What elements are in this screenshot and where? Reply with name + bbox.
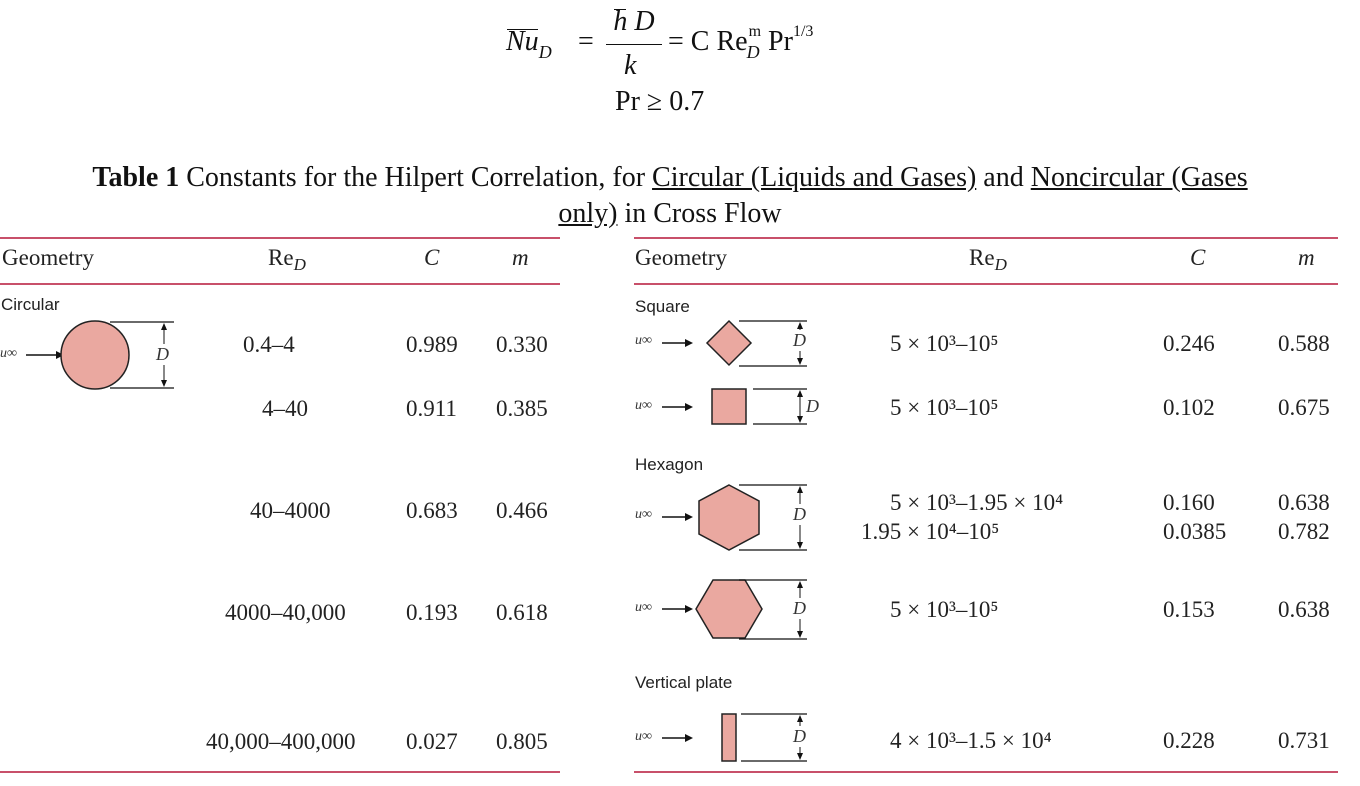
d-label: D: [793, 726, 806, 746]
left-header-c: C: [424, 245, 440, 270]
c-cell: 0.911: [406, 396, 457, 421]
group-label-square: Square: [635, 297, 690, 316]
m-cell: 0.731: [1278, 728, 1330, 753]
left-header-re: $Re_D$: [268, 245, 306, 274]
re-cell: 5 × 10³–10⁵: [890, 395, 999, 420]
m-cell: 0.588: [1278, 331, 1330, 356]
re-cell: 4 × 10³–1.5 × 10⁴: [890, 728, 1052, 753]
m-cell: 0.618: [496, 600, 548, 625]
equation-rhs: = C $Re_D^m$ $Pr^{1/3}$: [668, 23, 814, 62]
fraction-numerator: h D: [613, 6, 655, 37]
left-header-m: m: [512, 245, 529, 270]
c-cell: 0.228: [1163, 728, 1215, 753]
equation-condition: Pr ≥ 0.7: [615, 86, 705, 117]
u-inf-label: u∞: [635, 507, 652, 522]
left-header-rule: [0, 283, 560, 285]
left-header-geometry: Geometry: [2, 245, 94, 270]
square-flat-icon: [655, 386, 825, 430]
group-label-hexagon: Hexagon: [635, 455, 704, 474]
m-cell: 0.782: [1278, 519, 1330, 544]
m-cell: 0.638: [1278, 490, 1330, 515]
hexagon-flat-icon: [655, 577, 815, 645]
fraction-bar: [606, 44, 662, 45]
m-cell: 0.675: [1278, 395, 1330, 420]
d-label: D: [156, 344, 169, 364]
u-inf-label: u∞: [635, 398, 652, 413]
vertical-plate-icon: [655, 710, 815, 766]
group-label-circular: Circular: [1, 295, 60, 314]
u-inf-label: u∞: [635, 333, 652, 348]
square-diamond-icon: [655, 318, 815, 372]
u-inf-label: u∞: [0, 346, 17, 361]
d-label: D: [793, 504, 806, 524]
re-cell: 0.4–4: [243, 332, 295, 357]
d-label: D: [793, 330, 806, 350]
m-cell: 0.638: [1278, 597, 1330, 622]
m-cell: 0.466: [496, 498, 548, 523]
re-cell: 40–4000: [250, 498, 331, 523]
right-bottom-rule: [634, 771, 1338, 773]
re-cell: 4000–40,000: [225, 600, 346, 625]
c-cell: 0.102: [1163, 395, 1215, 420]
equation: $Nu_D$ = h D k = C $Re_D^m$ $Pr^{1/3}$: [506, 6, 814, 81]
re-cell: 5 × 10³–10⁵: [890, 331, 999, 356]
c-cell: 0.027: [406, 729, 458, 754]
right-header-c: C: [1190, 245, 1206, 270]
re-cell: 40,000–400,000: [206, 729, 356, 754]
m-cell: 0.330: [496, 332, 548, 357]
left-top-rule: [0, 237, 560, 239]
c-cell: 0.193: [406, 600, 458, 625]
re-cell: 4–40: [262, 396, 308, 421]
u-inf-label: u∞: [635, 729, 652, 744]
table-caption: Table 1 Constants for the Hilpert Correlation, for Circular (Liquids and Gases) and Noncircular (Gases only) in Cross Flow: [92, 162, 1248, 229]
right-header-geometry: Geometry: [635, 245, 727, 270]
m-cell: 0.385: [496, 396, 548, 421]
hexagon-vertex-icon: [655, 482, 815, 554]
d-label: D: [806, 396, 819, 416]
re-cell: 5 × 10³–1.95 × 10⁴: [890, 490, 1064, 515]
re-cell: 1.95 × 10⁴–10⁵: [861, 519, 1000, 544]
c-cell: 0.246: [1163, 331, 1215, 356]
re-cell: 5 × 10³–10⁵: [890, 597, 999, 622]
circle-cross-section-icon: [0, 318, 180, 394]
fraction-denominator: k: [624, 50, 637, 81]
c-cell: 0.683: [406, 498, 458, 523]
d-label: D: [793, 598, 806, 618]
right-header-rule: [634, 283, 1338, 285]
left-bottom-rule: [0, 771, 560, 773]
c-cell: 0.153: [1163, 597, 1215, 622]
c-cell: 0.160: [1163, 490, 1215, 515]
u-inf-label: u∞: [635, 600, 652, 615]
right-header-m: m: [1298, 245, 1315, 270]
m-cell: 0.805: [496, 729, 548, 754]
nusselt-symbol: $Nu_D$: [506, 26, 552, 62]
right-header-re: $Re_D$: [969, 245, 1007, 274]
right-top-rule: [634, 237, 1338, 239]
c-cell: 0.989: [406, 332, 458, 357]
group-label-vertical-plate: Vertical plate: [635, 673, 733, 692]
c-cell: 0.0385: [1163, 519, 1227, 544]
